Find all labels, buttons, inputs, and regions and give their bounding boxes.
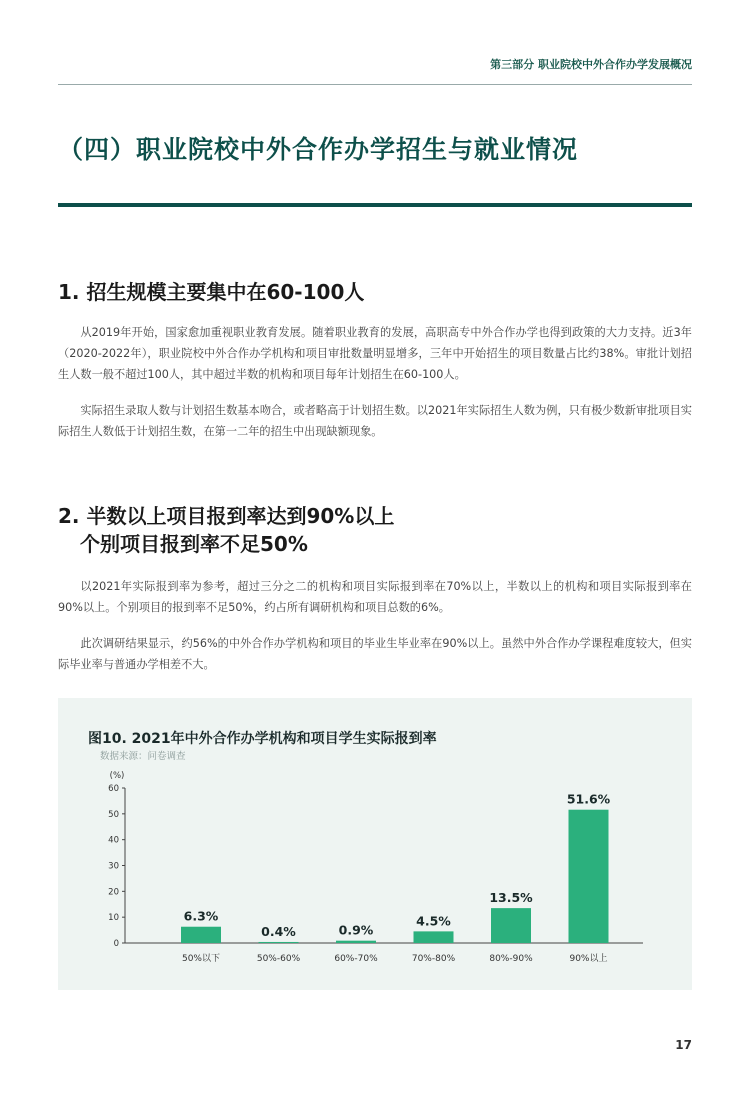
y-tick-label: 40 [108,835,119,846]
y-tick-label: 20 [108,887,119,898]
bar-data-label: 6.3% [183,908,219,924]
y-axis-unit-label: (%) [109,771,125,781]
x-tick-label: 60%-70% [334,954,378,964]
subsection-2-paragraph-2: 此次调研结果显示，约56%的中外合作办学机构和项目的毕业生毕业率在90%以上。虽然中外合作办学课程难度较大，但实际毕业率与普通办学相差不大。 [58,637,692,671]
subsection-1-heading [58,278,364,306]
bar [414,931,454,943]
y-tick-label: 60 [108,784,119,794]
subsection-2-heading-line-2: 个别项目报到率不足50% [80,532,308,556]
subsection-1-paragraph-1: 从2019年开始，国家愈加重视职业教育发展。随着职业教育的发展，高职高专中外合作办学也得到政策的大力支持。近3年（2020-2022年），职业院校中外合作办学机构和项目审批数量明显增多，三年中开始招生的项目数量占比约38%。审批计划招生人数一般不超过100人，其中超过半数的机构和项目每年计划招生在60-100人。 [58,326,692,381]
running-header: 第三部分 职业院校中外合作办学发展概况 [490,58,692,71]
subsection-1-paragraph-2: 实际招生录取人数与计划招生数基本吻合，或者略高于计划招生数。以2021年实际招生人数为例，只有极少数新审批项目实际招生人数低于计划招生数，在第一二年的招生中出现缺额现象。 [58,404,692,438]
bar [569,810,609,943]
bar-data-label: 4.5% [416,913,451,929]
subsection-2-heading [58,502,394,558]
page-number: 17 [675,1038,692,1052]
bar-data-label: 0.4% [261,923,296,939]
bar [336,941,376,943]
bar-data-label: 51.6% [566,791,611,807]
x-tick-label: 80%-90% [489,954,533,964]
bar-data-label: 0.9% [338,922,374,938]
section-title: （四）职业院校中外合作办学招生与就业情况 [58,135,579,164]
header-rule [58,84,692,85]
subsection-2-heading-line-1: 2. 半数以上项目报到率达到90%以上 [58,504,395,528]
chart-title: 图10. 2021年中外合作办学机构和项目学生实际报到率 [88,731,437,747]
subsection-2-paragraph-1: 以2021年实际报到率为参考，超过三分之二的机构和项目实际报到率在70%以上，半数以上的机构和项目实际报到率在90%以上。个别项目的报到率不足50%，约占所有调研机构和项目总数的6%。 [58,580,692,614]
chart-panel [58,698,692,990]
y-tick-label: 0 [113,939,119,949]
x-tick-label: 70%-80% [411,954,456,964]
bar [181,927,221,943]
bar-data-label: 13.5% [489,890,533,906]
bar-chart [58,698,692,990]
y-tick-label: 10 [108,913,119,924]
chart-source: 数据来源：问卷调查 [100,751,186,762]
x-tick-label: 50%-60% [256,954,301,964]
y-tick-label: 30 [108,861,119,872]
bar [259,942,299,943]
section-title-rule [58,203,692,207]
x-tick-label: 90%以上 [569,954,608,964]
bar [491,908,531,943]
y-tick-label: 50 [108,809,119,820]
x-tick-label: 50%以下 [181,954,221,964]
subsection-1-heading-text: 1. 招生规模主要集中在60-100人 [58,280,365,304]
